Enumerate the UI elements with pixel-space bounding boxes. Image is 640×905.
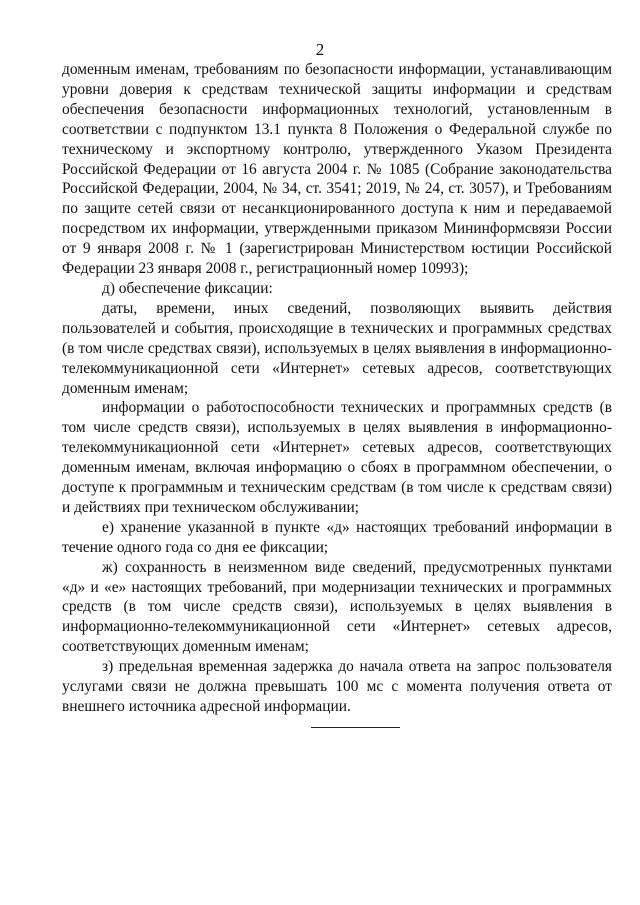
paragraph-continuation: доменным именам, требованиям по безопасности информации, устанавливающим уровни доверия к средствам технической защиты информации и средствам обеспечения безопасности информационных технологий, установленным в соответствии с подпунктом 13.1 пункта 8 Положения о Федеральной службе по техническому и экспортному контролю, утвержденного Указом Президента Российской Федерации от 16 августа 2004 г. № 1085 (Собрание законодательства Российской Федерации, 2004, № 34, ст. 3541; 2019, № 24, ст. 3057), и Требованиям по защите сетей связи от несанкционированного доступа к ним и передаваемой посредством их информации, утвержденными приказом Мининформсвязи России от 9 января 2008 г. № 1 (зарегистрирован Министерством юстиции Российской Федерации 23 января 2008 г., регистрационный номер 10993); (62, 61, 612, 278)
paragraph-item-z: з) предельная временная задержка до начала ответа на запрос пользователя услугами связи не должна превышать 100 мс с момента получения ответа от внешнего источника адресной информации. (62, 658, 612, 715)
paragraph-fixation-operability: информации о работоспособности технических и программных средств (в том числе средств связи), используемых в целях выявления в информационно-телекоммуникационной сети «Интернет» сетевых адресов, соответствующих доменным именам, включая информацию о сбоях в программном обеспечении, о доступе к программным и техническим средствам (в том числе к средствам связи) и действиях при техническом обслуживании; (62, 399, 612, 516)
paragraph-item-e: е) хранение указанной в пункте «д» настоящих требований информации в течение одного года со дня ее фиксации; (62, 518, 612, 556)
paragraph-item-zh: ж) сохранность в неизменном виде сведений, предусмотренных пунктами «д» и «е» настоящих требований, при модернизации технических и программных средств (в том числе средств связи), используемых в целях выявления в информационно-телекоммуникационной сети «Интернет» сетевых адресов, соответствующих доменным именам; (62, 558, 612, 656)
paragraph-item-d: д) обеспечение фиксации: (102, 279, 273, 297)
paragraph-fixation-dates: даты, времени, иных сведений, позволяющих выявить действия пользователей и события, происходящие в технических и программных средствах (в том числе средствах связи), используемых в целях выявления в информационно-телекоммуникационной сети «Интернет» сетевых адресов, соответствующих доменным именам; (62, 299, 612, 397)
document-body (62, 60, 612, 717)
end-divider-line (311, 727, 400, 728)
page-number: 2 (315, 40, 325, 59)
